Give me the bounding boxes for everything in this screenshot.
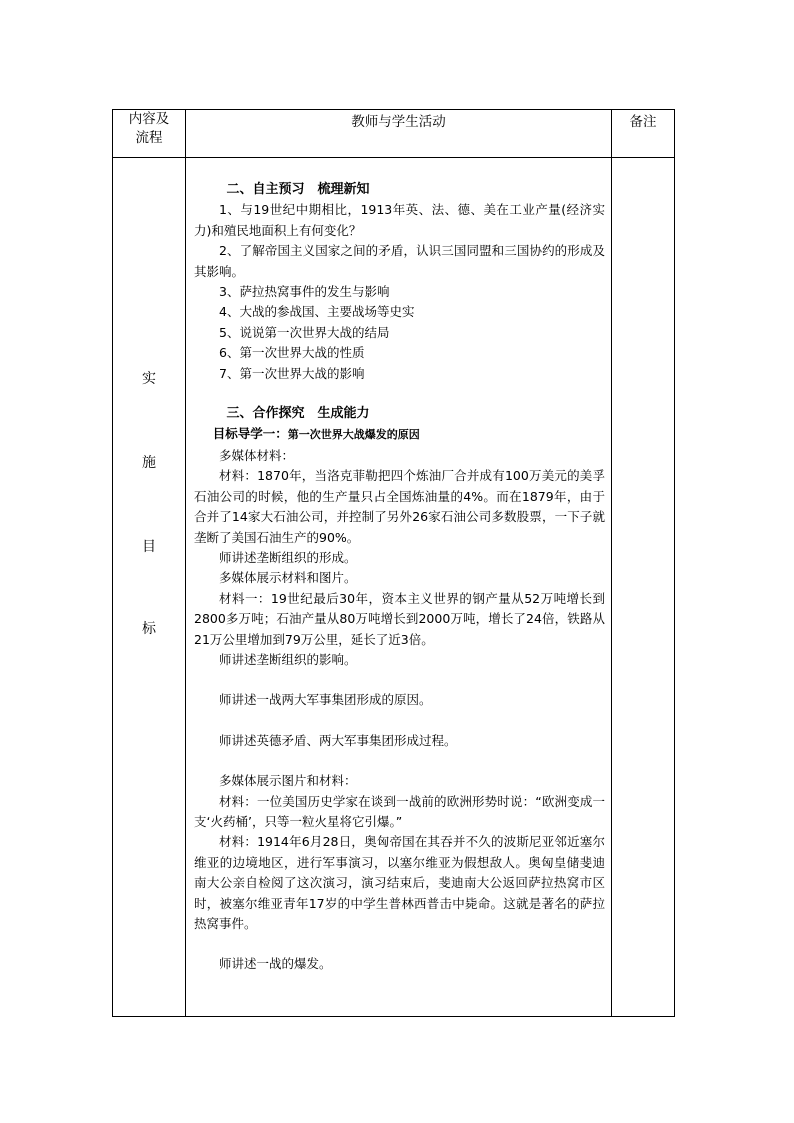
header-content-flow-line1: 内容及 [128, 111, 170, 127]
header-content-flow-line2: 流程 [135, 130, 163, 146]
activity-paragraph: 材料：一位美国历史学家在谈到一战前的欧洲形势时说：“欧洲变成一支‘火药桶’，只等一粒火星将它引爆。” [194, 793, 605, 829]
table-header-row [113, 110, 675, 158]
preview-item: 3、萨拉热窝事件的发生与影响 [219, 284, 390, 300]
preview-item: 2、了解帝国主义国家之间的矛盾，认识三国同盟和三国协约的形成及其影响。 [194, 243, 605, 279]
activity-paragraph: 材料：1870年，当洛克菲勒把四个炼油厂合并成有100万美元的美孚石油公司的时候，他的生产量只占全国炼油量的4%。而在1879年，由于合并了14家大石油公司，并控制了另外26家石油公司多数股票，一下子就垄断了美国石油生产的90%。 [194, 468, 605, 545]
activity-paragraph: 多媒体展示图片和材料： [219, 773, 357, 789]
preview-item: 4、大战的参战国、主要战场等史实 [219, 304, 415, 320]
header-content-flow [113, 110, 186, 158]
preview-item: 6、第一次世界大战的性质 [219, 345, 365, 361]
side-label-char: 标 [142, 621, 156, 637]
activity-paragraph: 材料一：19世纪最后30年，资本主义世界的钢产量从52万吨增长到2800多万吨；石油产量从80万吨增长到2000万吨，增长了24倍，铁路从21万公里增加到79万公里，延长了近3倍。 [194, 590, 605, 647]
activity-paragraph: 多媒体展示材料和图片。 [219, 570, 357, 586]
side-label-char: 施 [142, 455, 156, 471]
activity-paragraph: 师讲述一战的爆发。 [219, 956, 332, 972]
lesson-plan-table [112, 109, 675, 1017]
remarks-cell [612, 158, 675, 1017]
activity-paragraph: 师讲述英德矛盾、两大军事集团形成过程。 [219, 732, 457, 748]
section-heading-preview: 二、自主预习 梳理新知 [226, 182, 370, 197]
preview-item: 5、说说第一次世界大战的结局 [219, 324, 390, 340]
side-label-char: 实 [142, 371, 156, 387]
table-body-row [113, 158, 675, 1017]
side-label-char: 目 [142, 539, 156, 555]
side-label-cell [113, 158, 186, 1017]
header-activities: 教师与学生活动 [186, 110, 612, 158]
header-remarks: 备注 [612, 110, 675, 158]
goal-heading [194, 424, 605, 445]
section-heading-cooperation: 三、合作探究 生成能力 [226, 406, 370, 422]
preview-item: 7、第一次世界大战的影响 [219, 365, 365, 381]
activities-cell [186, 158, 612, 1017]
activity-paragraph: 师讲述一战两大军事集团形成的原因。 [219, 692, 432, 708]
activity-paragraph: 材料：1914年6月28日，奥匈帝国在其吞并不久的波斯尼亚邻近塞尔维亚的边境地区，进行军事演习，以塞尔维亚为假想敌人。奥匈皇储斐迪南大公亲自检阅了这次演习，演习结束后，斐迪南大公返回萨拉热窝市区时，被塞尔维亚青年17岁的中学生普林西普击中毙命。这就是著名的萨拉热窝事件。 [194, 834, 605, 931]
preview-item: 1、与19世纪中期相比，1913年英、法、德、美在工业产量(经济实力)和殖民地面积上有何变化？ [194, 202, 605, 238]
activity-paragraph: 多媒体材料： [219, 447, 295, 463]
goal-text: 第一次世界大战爆发的原因 [287, 428, 420, 442]
activity-paragraph: 师讲述垄断组织的影响。 [219, 651, 357, 667]
goal-prefix: 目标导学一： [212, 426, 288, 442]
activity-paragraph: 师讲述垄断组织的形成。 [219, 549, 357, 565]
